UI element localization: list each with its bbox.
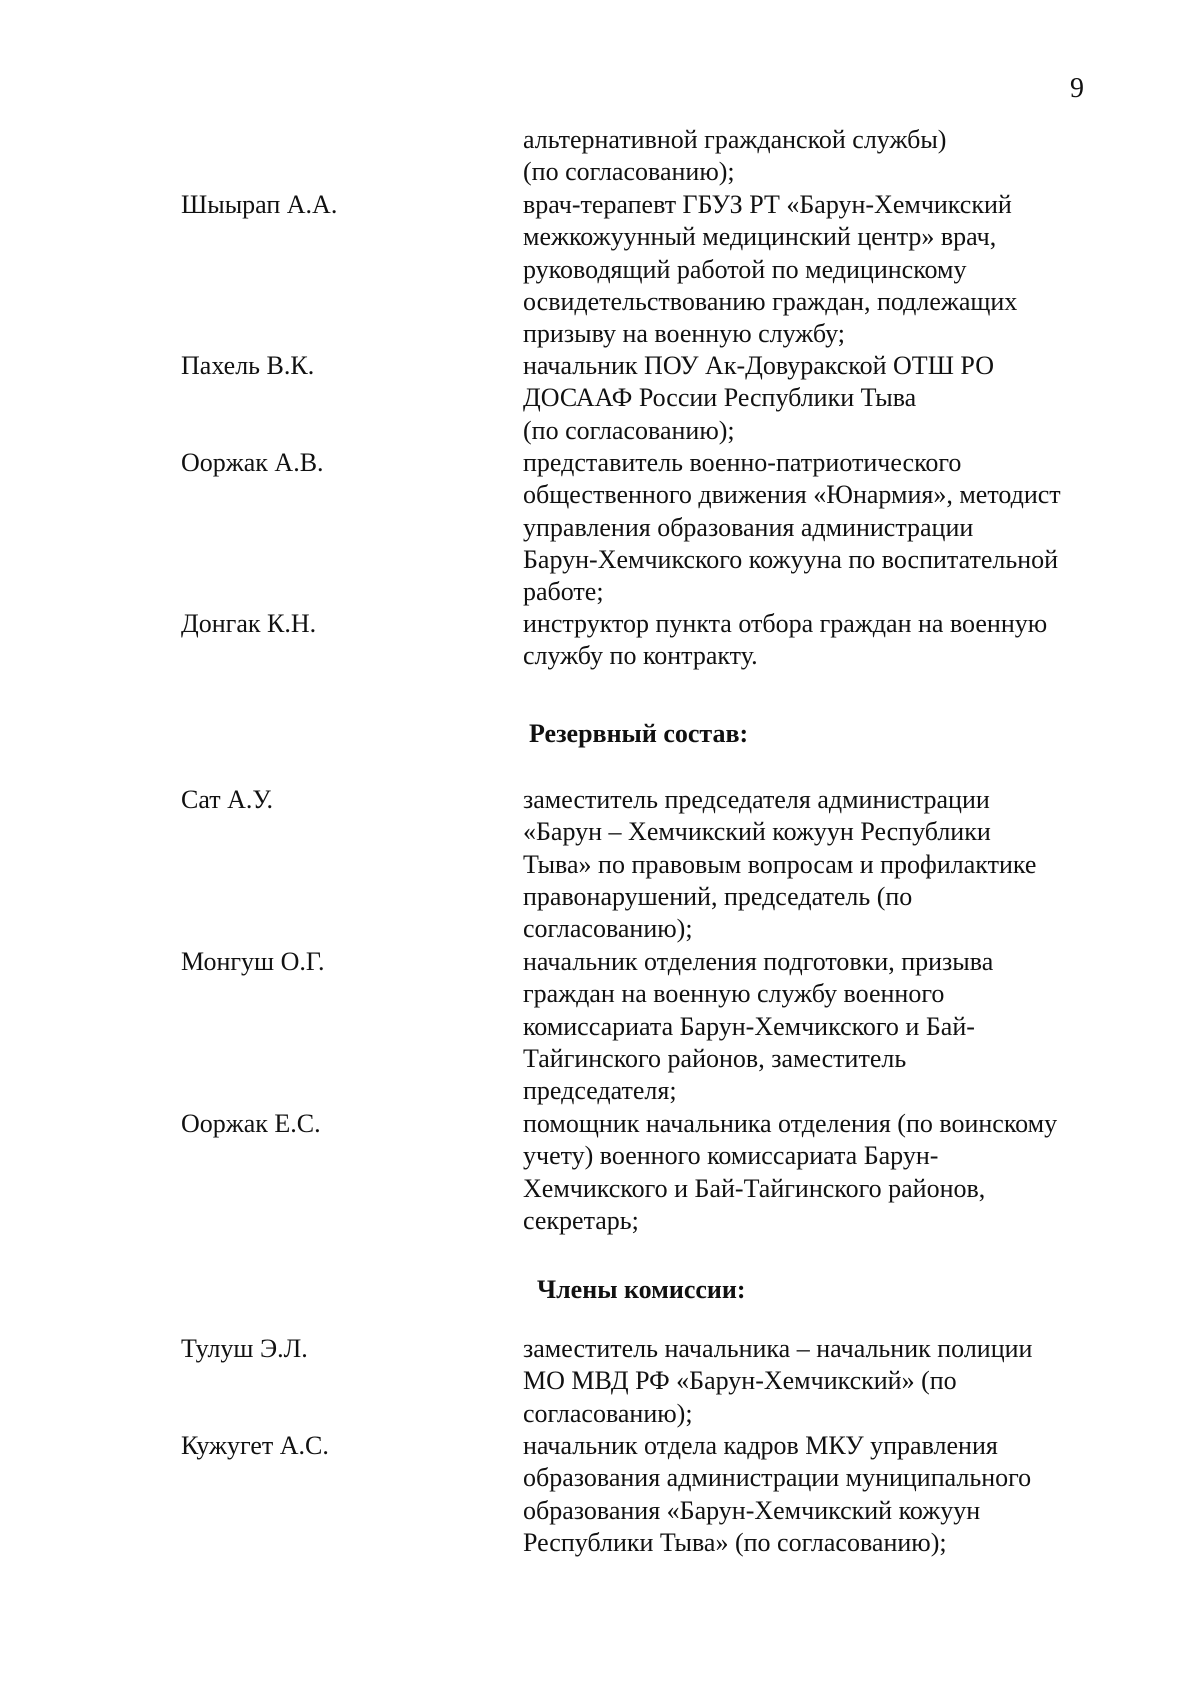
- role-line: граждан на военную службу военного: [523, 979, 945, 1009]
- member-name: Сат А.У.: [181, 785, 274, 814]
- role-line: (по согласованию);: [523, 415, 735, 445]
- member-role: [523, 1333, 1123, 1430]
- member-name: Шыырап А.А.: [181, 190, 338, 219]
- role-line: Хемчикского и Бай-Тайгинского районов,: [523, 1173, 986, 1203]
- role-line: руководящий работой по медицинскому: [523, 254, 967, 284]
- role-line: Барун-Хемчикского кожууна по воспитательной: [523, 544, 1059, 574]
- role-line: работе;: [523, 577, 604, 607]
- role-line: председателя;: [523, 1076, 677, 1106]
- role-line: Тайгинского районов, заместитель: [523, 1043, 907, 1073]
- member-role: [523, 189, 1123, 350]
- member-name: Ооржак А.В.: [181, 448, 324, 477]
- role-line: инструктор пункта отбора граждан на военную: [523, 609, 1048, 638]
- role-line: образования администрации муниципального: [523, 1463, 1032, 1493]
- role-line: помощник начальника отделения (по воинскому: [523, 1109, 1058, 1138]
- member-role: [523, 1108, 1123, 1237]
- role-line: Тыва» по правовым вопросам и профилактике: [523, 849, 1037, 879]
- role-line: освидетельствованию граждан, подлежащих: [523, 286, 1018, 316]
- role-line: «Барун – Хемчикский кожуун Республики: [523, 817, 991, 847]
- section-heading-members: Члены комиссии:: [537, 1275, 746, 1304]
- role-line: управления образования администрации: [523, 512, 974, 542]
- member-name: Ооржак Е.С.: [181, 1109, 321, 1138]
- role-line: начальник отдела кадров МКУ управления: [523, 1431, 998, 1460]
- member-role: [523, 350, 1123, 447]
- role-line: секретарь;: [523, 1205, 639, 1235]
- role-line: образования «Барун-Хемчикский кожуун: [523, 1495, 981, 1525]
- role-line: комиссариата Барун-Хемчикского и Бай-: [523, 1011, 975, 1041]
- page-number: 9: [1070, 73, 1084, 104]
- role-line: ДОСААФ России Республики Тыва: [523, 383, 917, 413]
- member-name: Кужугет А.С.: [181, 1431, 329, 1460]
- role-line: альтернативной гражданской службы): [523, 125, 947, 154]
- member-name: Тулуш Э.Л.: [181, 1334, 308, 1363]
- member-role: [523, 1430, 1123, 1559]
- role-line: заместитель председателя администрации: [523, 785, 990, 814]
- role-line: представитель военно-патриотического: [523, 448, 962, 477]
- role-line: межкожуунный медицинский центр» врач,: [523, 222, 997, 252]
- section-heading-reserve: Резервный состав:: [529, 719, 749, 748]
- member-role: [523, 447, 1123, 608]
- member-name: Донгак К.Н.: [181, 609, 317, 638]
- role-line: призыву на военную службу;: [523, 319, 846, 349]
- role-line: начальник отделения подготовки, призыва: [523, 947, 994, 976]
- role-line: согласованию);: [523, 914, 693, 944]
- role-line: начальник ПОУ Ак-Довуракской ОТШ РО: [523, 351, 994, 380]
- member-role: [523, 946, 1123, 1107]
- member-role: [523, 124, 1123, 189]
- role-line: службу по контракту.: [523, 641, 758, 671]
- role-line: учету) военного комиссариата Барун-: [523, 1141, 939, 1171]
- role-line: общественного движения «Юнармия», методист: [523, 480, 1061, 510]
- role-line: врач-терапевт ГБУЗ РТ «Барун-Хемчикский: [523, 190, 1012, 219]
- role-line: МО МВД РФ «Барун-Хемчикский» (по: [523, 1366, 957, 1396]
- member-role: [523, 784, 1123, 945]
- role-line: (по согласованию);: [523, 157, 735, 187]
- member-role: [523, 608, 1123, 673]
- member-name: Пахель В.К.: [181, 351, 315, 380]
- member-name: Монгуш О.Г.: [181, 947, 325, 976]
- role-line: согласованию);: [523, 1398, 693, 1428]
- role-line: правонарушений, председатель (по: [523, 881, 913, 911]
- role-line: заместитель начальника – начальник полиции: [523, 1334, 1033, 1363]
- role-line: Республики Тыва» (по согласованию);: [523, 1527, 947, 1557]
